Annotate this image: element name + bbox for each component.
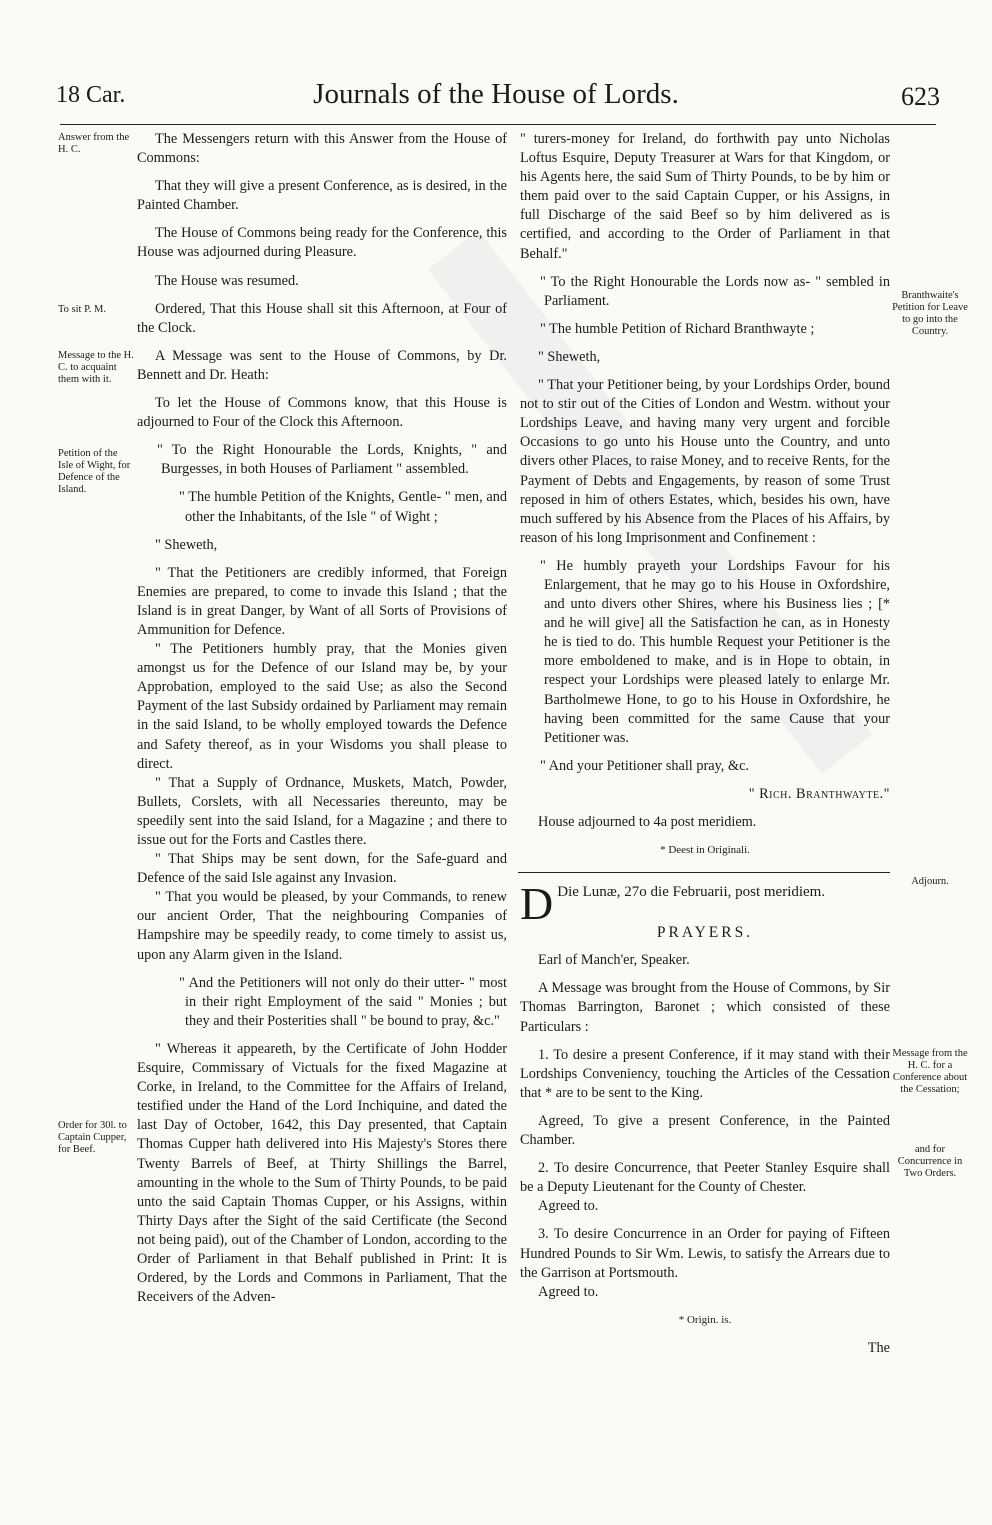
paragraph: " turers-money for Ireland, do forthwith pay unto Nicholas Loftus Esquire, Deputy Treasurer at Wars for that Kingdom, or his Agents here, the said Sum of Thirty Pounds, to be by him or them paid over to the said Captain Cupper, or his Assigns, in full Discharge of the said Beef so by him delivered as is certified, and according to the Order of Parliament in that Behalf." (520, 131, 890, 262)
side-note: Adjourn. (911, 876, 949, 887)
sheweth: " Sheweth, (538, 348, 601, 365)
side-note: To sit P. M. (58, 304, 106, 315)
petition-paragraph: " That you would be pleased, by your Commands, to renew our ancient Order, That the neighbouring Companies of Hampshire may be speedily ready, to come timely to assist us, upon any Alarm given in the Island. (137, 889, 507, 963)
sheweth: " Sheweth, (155, 536, 218, 553)
petition-paragraph: " That your Petitioner being, by your Lordships Order, bound not to stir out of the Cities of London and Westm. without your Lordships Leave, and having many very urgent and forcible Occasions to go unto his House unto the Country, and unto divers other Places, to raise Money, and to receive Rents, for the Payment of Debts and Engagements, by reason of some Trust reposed in him of others Estates, which, besides his own, have much suffered by his Absence from the Places of his Affairs, by reason of his long Imprisonment and Confinement : (520, 377, 890, 546)
page-header (0, 78, 992, 118)
paragraph: That they will give a present Conference, as is desired, in the Painted Chamber. (137, 178, 507, 214)
page-number: 623 (901, 82, 940, 111)
regnal-year: 18 Car. (56, 82, 126, 108)
side-note: Branthwaite's Petition for Leave to go into the Country. (892, 290, 968, 337)
petition-paragraph: " That the Petitioners are credibly informed, that Foreign Enemies are prepared, to come to invade this Island ; that the Island is in great Danger, by Want of all Sorts of Provisions of Ammunition for Defence. (137, 564, 507, 638)
side-note: Order for 30l. to Captain Cupper, for Beef. (58, 1120, 127, 1155)
petition-paragraph: " That Ships may be sent down, for the Safe-guard and Defence of the said Isle against any Invasion. (137, 851, 507, 887)
speaker: Earl of Manch'er, Speaker. (538, 952, 690, 969)
signature: " Rich. Branthwayte." (748, 785, 890, 802)
side-note: Petition of the Isle of Wight, for Defence of the Island. (58, 448, 131, 495)
journal-title: Journals of the House of Lords. (313, 78, 679, 110)
petition-closing: " And the Petitioners will not only do their utter- " most in their right Employment of the said " Monies ; but they and their Posterities shall " be bound to pray, &c." (179, 974, 507, 1029)
petition-address: " To the Right Honourable the Lords now as- " sembled in Parliament. (540, 273, 890, 309)
petition-address: " To the Right Honourable the Lords, Knights, " and Burgesses, in both Houses of Parliament " assembled. (157, 442, 507, 478)
paragraph: A Message was brought from the House of Commons, by Sir Thomas Barrington, Baronet ; which consisted of these Particulars : (520, 980, 890, 1035)
paragraph: Agreed, To give a present Conference, in the Painted Chamber. (520, 1112, 890, 1149)
paragraph: Agreed to. (538, 1198, 599, 1215)
paragraph: To let the House of Commons know, that this House is adjourned to Four of the Clock this Afternoon. (137, 395, 507, 431)
footnote: * Origin. is. (678, 1313, 732, 1326)
adjournment: House adjourned to 4a post meridiem. (538, 814, 757, 830)
petition-closing: " And your Petitioner shall pray, &c. (540, 757, 750, 774)
right-column (520, 130, 890, 1367)
side-note: and for Concurrence in Two Orders. (897, 1144, 963, 1179)
side-note: Message to the H. C. to acquaint them with it. (58, 350, 134, 385)
side-note: Answer from the H. C. (58, 132, 130, 155)
footnote: * Deest in Originali. (660, 844, 750, 857)
petition-paragraph: " That a Supply of Ordnance, Muskets, Match, Powder, Bullets, Corslets, with all Necessaries thereunto, may be speedily sent into the said Island, for a Magazine ; and there to issue out for the Forts and Castles there. (137, 774, 507, 848)
paragraph: 1. To desire a present Conference, if it may stand with their Lordships Conveniency, touching the Articles of the Cessation that * are to be sent to the King. (520, 1046, 890, 1101)
session-date (520, 878, 890, 930)
paragraph: A Message was sent to the House of Commons, by Dr. Bennett and Dr. Heath: (137, 347, 507, 383)
paragraph: The House of Commons being ready for the Conference, this House was adjourned during Pleasure. (137, 225, 507, 261)
header-rule (60, 124, 936, 125)
side-note: Message from the H. C. for a Conference about the Cessation; (892, 1048, 968, 1095)
section-divider (518, 872, 890, 873)
paragraph: The House was resumed. (155, 272, 299, 289)
order-paragraph: Ordered, That this House shall sit this Afternoon, at Four of the Clock. (137, 300, 507, 336)
order-paragraph: " Whereas it appeareth, by the Certificate of John Hodder Esquire, Commissary of Victuals for the fixed Magazine at Corke, in Ireland, to the Committee for the Affairs of Ireland, testified under the Hand of the Lord Inchiquine, and dated the last Day of October, 1642, this Day presented, that Captain Thomas Cupper hath delivered into His Majesty's Stores there Twenty Barrels of Beef, at Thirty Shillings the Barrel, amounting in the whole to the Sum of Thirty Pounds, to be paid unto the said Captain Thomas Cupper, or his Assigns, within Thirty Days after the Sight of the said Certificate (the Second not being paid), out of the Chamber of London, according to the Order of Parliament in that Behalf published in Print: It is Ordered, by the Lords and Commons in Parliament, That the Receivers of the Adven- (137, 1040, 507, 1306)
paragraph: 2. To desire Concurrence, that Peeter Stanley Esquire shall be a Deputy Lieutenant for the County of Chester. (520, 1160, 890, 1196)
catchword: The (867, 1339, 890, 1356)
prayers-heading: PRAYERS. (656, 924, 754, 942)
paragraph: The Messengers return with this Answer from the House of Commons: (137, 131, 507, 167)
petition-title: " The humble Petition of the Knights, Gentle- " men, and other the Inhabitants, of the Isle " of Wight ; (179, 489, 507, 525)
petition-paragraph: " The Petitioners humbly pray, that the Monies given amongst us for the Defence of our Island may be, by your Approbation, employed to the said Use; as also the Second Payment of the last Subsidy ordained by Parliament may remain in the said Island, to be wholly employed towards the Defence and Safety thereof, as in your Wisdoms you shall please to direct. (137, 641, 507, 772)
petition-paragraph: " He humbly prayeth your Lordships Favour for his Enlargement, that he may go to his House in Oxfordshire, and unto divers other Shires, where his Business lies ; [* and he will give] all the Satisfaction he can, as in Honesty he is tied to do. This humble Request your Petitioner is the more emboldened to make, and is in Hope to obtain, in respect your Lordships were pleased lately to enlarge Mr. Bartholmewe Hone, to go to his House in Oxfordshire, he having been committed for the same Cause that your Petitioner was. (540, 557, 890, 746)
paragraph: 3. To desire Concurrence in an Order for paying of Fifteen Hundred Pounds to Sir Wm. Lewis, to satisfy the Arrears due to the Garrison at Portsmouth. (520, 1226, 890, 1281)
paragraph: Agreed to. (538, 1283, 599, 1300)
drop-cap: D (520, 878, 554, 930)
left-column (137, 130, 507, 1316)
petition-title: " The humble Petition of Richard Branthwayte ; (540, 320, 815, 337)
session-date-text: Die Lunæ, 27o die Februarii, post meridiem. (557, 884, 826, 901)
